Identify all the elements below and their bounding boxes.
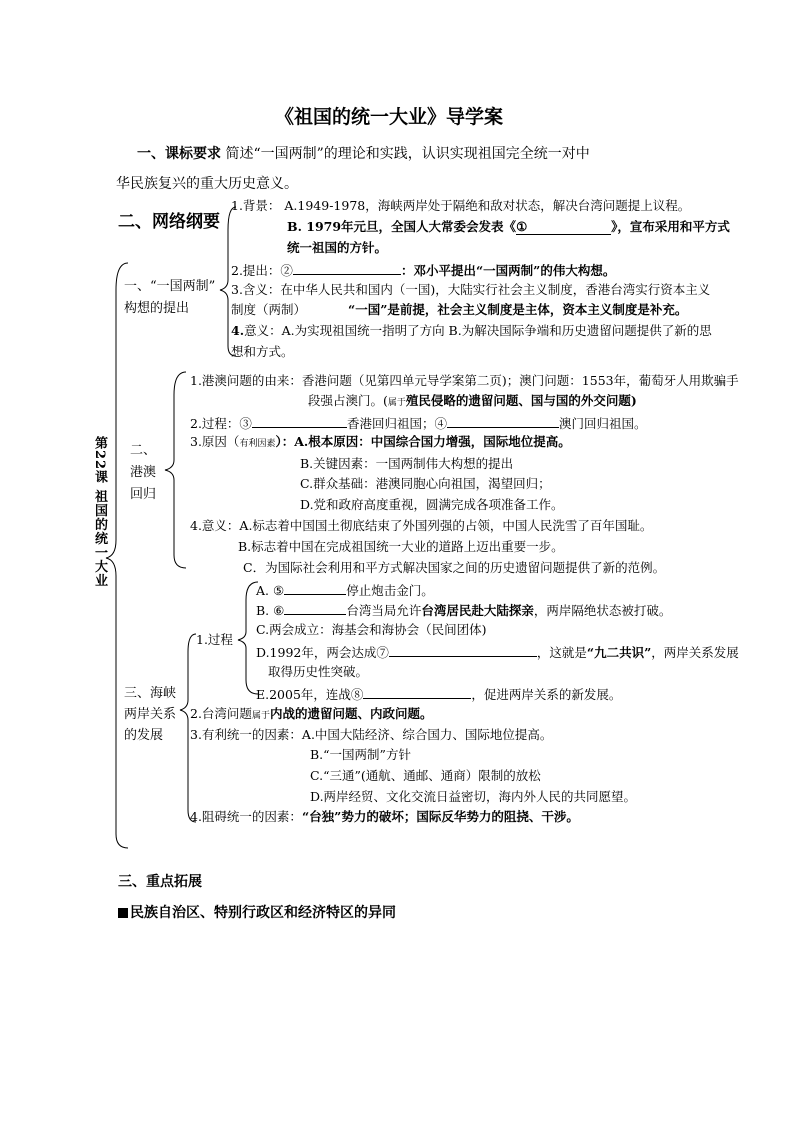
part2-significance-B: B.标志着中国在完成祖国统一大业的道路上迈出重要一步。	[238, 539, 564, 554]
outline-heading: 二、网络纲要	[118, 212, 220, 232]
lesson-side-label: 第22课 祖国的统一大业	[92, 436, 107, 588]
part3-issue-b: 内战的遗留问题、内政问题。	[269, 706, 433, 721]
blank-1[interactable]	[516, 219, 611, 235]
part2-origin-2-a: 段强占澳门。(	[308, 393, 388, 408]
part2-label-c: 回归	[130, 487, 157, 502]
part3-issue	[190, 706, 432, 722]
part3-label-a: 三、海峡	[124, 686, 177, 701]
part3-process-D-b: ，这就是	[536, 645, 587, 660]
blank-7[interactable]	[389, 643, 537, 657]
part1-significance-num: 4.	[231, 323, 245, 338]
blank-3[interactable]	[252, 414, 347, 428]
part2-label-a: 二、	[130, 443, 157, 458]
curriculum-requirement-text-1: 简述“一国两制”的理论和实践，认识实现祖国完全统一对中	[225, 146, 590, 162]
part1-background-b2: 统一祖国的方针。	[287, 240, 388, 255]
part1-label-b: 构想的提出	[124, 301, 190, 316]
part1-background-a: 1.背景： A.1949-1978，海峡两岸处于隔绝和敌对状态，解决台湾问题提上议程。	[231, 198, 691, 213]
blank-5[interactable]	[284, 581, 346, 595]
part2-origin-2	[308, 393, 637, 409]
part3-process-E-a: E.2005年，连战⑧	[256, 687, 364, 702]
part3-issue-a: 2.台湾问题	[190, 706, 252, 721]
part1-propose-prefix: 2.提出：②	[231, 263, 293, 278]
key-extension-item-text: 民族自治区、特别行政区和经济特区的异同	[130, 905, 396, 921]
part1-meaning-2	[231, 302, 687, 317]
part2-significance-A: 4.意义：A.标志着中国国土彻底结束了外国列强的占领，中国人民洗雪了百年国耻。	[190, 518, 653, 533]
part3-process-D2: 取得历史性突破。	[268, 664, 369, 679]
part3-process-label: 1.过程	[196, 632, 233, 647]
part3-process-D-c: “九二共识”	[586, 645, 652, 660]
part2-reason-D: D.党和政府高度重视，圆满完成各项准备工作。	[300, 497, 564, 512]
square-bullet-icon	[118, 908, 128, 918]
page-title: 《祖国的统一大业》导学案	[275, 106, 504, 128]
part2-reason	[190, 434, 571, 450]
blank-1-number: ①	[516, 219, 528, 234]
part3-label-b: 两岸关系	[124, 707, 177, 722]
key-extension-heading: 三、重点拓展	[118, 874, 202, 890]
part2-process-b: 香港回归祖国；④	[346, 416, 447, 431]
part2-reason-C: C.群众基础：港澳同胞心向祖国，渴望回归；	[300, 476, 551, 491]
process-brace	[238, 582, 258, 694]
part1-propose	[231, 261, 615, 278]
part3-favorable-C: C.“三通”(通航、通邮、通商）限制的放松	[310, 768, 541, 783]
key-extension-item	[118, 905, 396, 922]
part3-process-E-b: ，促进两岸关系的新发展。	[471, 687, 622, 702]
part3-process-B-d: ，两岸隔绝状态被打破。	[533, 603, 672, 618]
part1-significance-1	[231, 323, 712, 338]
part3-favorable-B: B.“一国两制”方针	[310, 747, 411, 762]
part2-origin-2-b: 殖民侵略的遗留问题、国与国的外交问题)	[405, 393, 637, 408]
part3-process-D-d: ，两岸关系发展	[651, 645, 739, 660]
part2-process-c: 澳门回归祖国。	[558, 416, 647, 431]
part3-process-E	[256, 685, 621, 702]
part2-reason-a: 3.原因（	[190, 434, 240, 449]
part3-process-A	[256, 581, 434, 598]
curriculum-requirement-text-2: 华民族复兴的重大历史意义。	[116, 176, 298, 192]
part2-significance-C: C．为国际社会利用和平方式解决国家之间的历史遗留问题提供了新的范例。	[243, 560, 666, 575]
part3-process-B	[256, 601, 671, 618]
part2-reason-B: B.关键因素：一国两制伟大构想的提出	[300, 456, 514, 471]
part1-label-a: 一、“一国两制”	[124, 279, 216, 294]
blank-2[interactable]	[293, 261, 401, 275]
part1-propose-suffix: ：邓小平提出“一国两制”的伟大构想。	[400, 263, 616, 278]
part3-favorable-A: 3.有利统一的因素：A.中国大陆经济、综合国力、国际地位提高。	[190, 727, 553, 742]
part1-meaning-2-a: 制度（两制）	[231, 302, 307, 317]
blank-8[interactable]	[363, 685, 471, 699]
part2-reason-b: ）：A.根本原因：中国综合国力增强，国际地位提高。	[275, 434, 571, 449]
part3-issue-small: 属于	[251, 711, 270, 721]
part3-process-D	[256, 643, 739, 660]
part1-meaning-2-b: “一国”是前提，社会主义制度是主体，资本主义制度是补充。	[348, 302, 688, 317]
curriculum-requirement-label: 一、课标要求	[137, 146, 221, 162]
part3-process-B-a: B. ⑥	[256, 603, 285, 618]
part2-label-b: 港澳	[130, 465, 157, 480]
part1-significance-text: 意义：A.为实现祖国统一指明了方向 B.为解决国际争端和历史遗留问题提供了新的思	[244, 323, 712, 338]
part2-brace	[165, 372, 186, 568]
part3-obstacles-a: 4.阻碍统一的因素：	[190, 809, 302, 824]
blank-4[interactable]	[447, 414, 559, 428]
blank-6[interactable]	[284, 601, 346, 615]
part1-background-b-prefix: B. 1979年元旦，全国人大常委会发表《	[287, 219, 517, 234]
part3-label-c: 的发展	[124, 728, 164, 743]
part2-origin-1: 1.港澳问题的由来：香港问题（见第四单元导学案第二页)；澳门问题：1553年，葡萄牙人用欺骗手	[190, 373, 739, 388]
part3-process-A-a: A. ⑤	[256, 583, 285, 598]
part2-process	[190, 414, 646, 431]
part2-reason-small: 有利因素	[239, 439, 276, 449]
part2-process-a: 2.过程：③	[190, 416, 252, 431]
part3-obstacles-b: “台独”势力的破坏；国际反华势力的阻挠、干涉。	[301, 809, 579, 824]
part3-favorable-D: D.两岸经贸、文化交流日益密切，海内外人民的共同愿望。	[310, 789, 637, 804]
part3-process-C: C.两会成立：海基会和海协会（民间团体)	[256, 622, 487, 637]
part2-origin-2-small: 属于	[387, 398, 406, 408]
part3-process-B-b: 台湾当局允许	[346, 603, 422, 618]
part3-process-B-c: 台湾居民赴大陆探亲	[421, 603, 534, 618]
part1-meaning-1: 3.含义：在中华人民共和国内（一国)，大陆实行社会主义制度，香港台湾实行资本主义	[231, 282, 711, 297]
part1-background-b	[287, 219, 730, 235]
outer-brace	[106, 263, 128, 848]
part3-obstacles	[190, 809, 579, 824]
part1-background-b-suffix: 》，宣布采用和平方式	[611, 219, 730, 234]
part1-significance-2: 想和方式。	[231, 344, 294, 359]
part3-process-D-a: D.1992年，两会达成⑦	[256, 645, 389, 660]
part3-process-A-b: 停止炮击金门。	[346, 583, 434, 598]
